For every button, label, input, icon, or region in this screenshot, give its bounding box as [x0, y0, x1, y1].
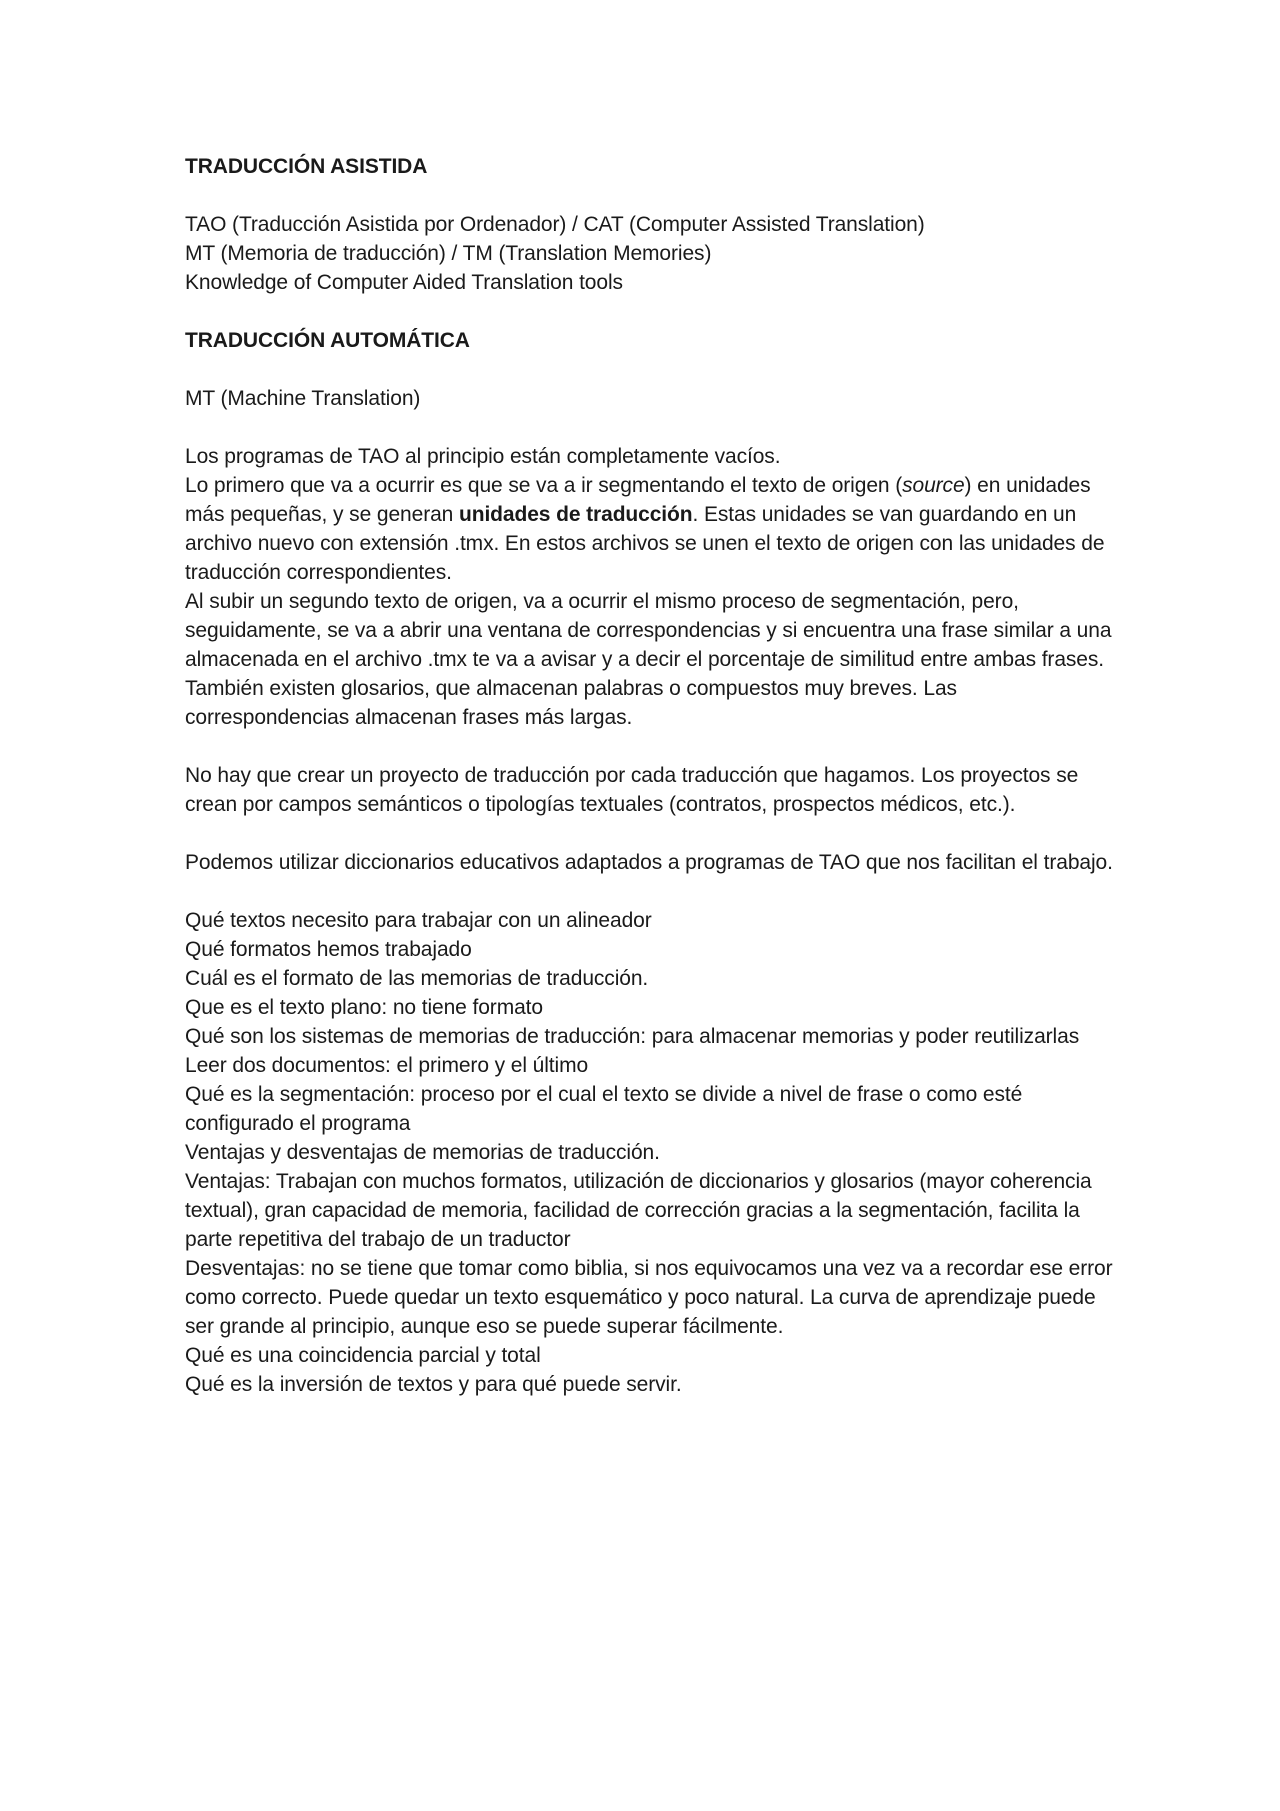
paragraph-segmentation	[185, 471, 1115, 587]
paragraph-tao-empty: Los programas de TAO al principio están completamente vacíos.	[185, 445, 781, 468]
heading-traduccion-asistida: TRADUCCIÓN ASISTIDA	[185, 155, 428, 178]
subtitle-machine-translation: MT (Machine Translation)	[185, 387, 421, 410]
paragraph-dictionaries: Podemos utilizar diccionarios educativos adaptados a programas de TAO que nos facilitan el trabajo.	[185, 851, 1113, 874]
segmentation-text-b: ) en unidades más pequeñas, y se generan	[185, 474, 1091, 526]
list-item: Cuál es el formato de las memorias de traducción.	[185, 967, 649, 990]
list-item: Qué textos necesito para trabajar con un alineador	[185, 909, 652, 932]
spacer	[185, 732, 1115, 761]
paragraph-second-source: Al subir un segundo texto de origen, va a ocurrir el mismo proceso de segmentación, pero, seguidamente, se va a abrir una ventana de correspondencias y si encuentra una frase similar a una almacenada en el archivo .tmx te va a avisar y a decir el porcentaje de similitud entre ambas frases. También existen glosarios, que almacenan palabras o compuestos muy breves. Las correspondencias almacenan frases más largas.	[185, 590, 1112, 729]
line-tao-cat: TAO (Traducción Asistida por Ordenador) / CAT (Computer Assisted Translation)	[185, 213, 925, 236]
source-term: source	[902, 474, 965, 497]
line-knowledge-cat-tools: Knowledge of Computer Aided Translation tools	[185, 271, 623, 294]
unidades-de-traduccion-term: unidades de traducción	[458, 503, 693, 526]
spacer	[185, 355, 1115, 384]
list-item: Ventajas: Trabajan con muchos formatos, utilización de diccionarios y glosarios (mayor coherencia textual), gran capacidad de memoria, facilidad de corrección gracias a la segmentación, facilita la parte repetitiva del trabajo de un traductor	[185, 1170, 1092, 1251]
paragraph-projects: No hay que crear un proyecto de traducción por cada traducción que hagamos. Los proyectos se crean por campos semánticos o tipologías textuales (contratos, prospectos médicos, etc.).	[185, 764, 1079, 816]
list-item: Que es el texto plano: no tiene formato	[185, 996, 543, 1019]
list-item: Qué es una coincidencia parcial y total	[185, 1344, 541, 1367]
segmentation-text-c: . Estas unidades se van guardando en un archivo nuevo con extensión .tmx. En estos archivos se unen el texto de origen con las unidades de traducción correspondientes.	[185, 503, 1105, 584]
list-item: Ventajas y desventajas de memorias de traducción.	[185, 1141, 660, 1164]
segmentation-text-a: Lo primero que va a ocurrir es que se va a ir segmentando el texto de origen (	[185, 474, 903, 497]
list-item: Qué es la segmentación: proceso por el cual el texto se divide a nivel de frase o como esté configurado el programa	[185, 1083, 1023, 1135]
list-item: Qué es la inversión de textos y para qué puede servir.	[185, 1373, 682, 1396]
list-item: Desventajas: no se tiene que tomar como biblia, si nos equivocamos una vez va a recordar ese error como correcto. Puede quedar un texto esquemático y poco natural. La curva de aprendizaje puede ser grande al principio, aunque eso se puede superar fácilmente.	[185, 1257, 1113, 1338]
list-item: Leer dos documentos: el primero y el último	[185, 1054, 589, 1077]
line-mt-tm: MT (Memoria de traducción) / TM (Translation Memories)	[185, 242, 712, 265]
spacer	[185, 297, 1115, 326]
spacer	[185, 413, 1115, 442]
list-item: Qué formatos hemos trabajado	[185, 938, 472, 961]
questions-list	[185, 906, 1115, 1399]
spacer	[185, 877, 1115, 906]
list-item: Qué son los sistemas de memorias de traducción: para almacenar memorias y poder reutilizarlas	[185, 1025, 1080, 1048]
spacer	[185, 819, 1115, 848]
spacer	[185, 181, 1115, 210]
heading-traduccion-automatica: TRADUCCIÓN AUTOMÁTICA	[185, 329, 470, 352]
document-page	[185, 152, 1115, 1399]
